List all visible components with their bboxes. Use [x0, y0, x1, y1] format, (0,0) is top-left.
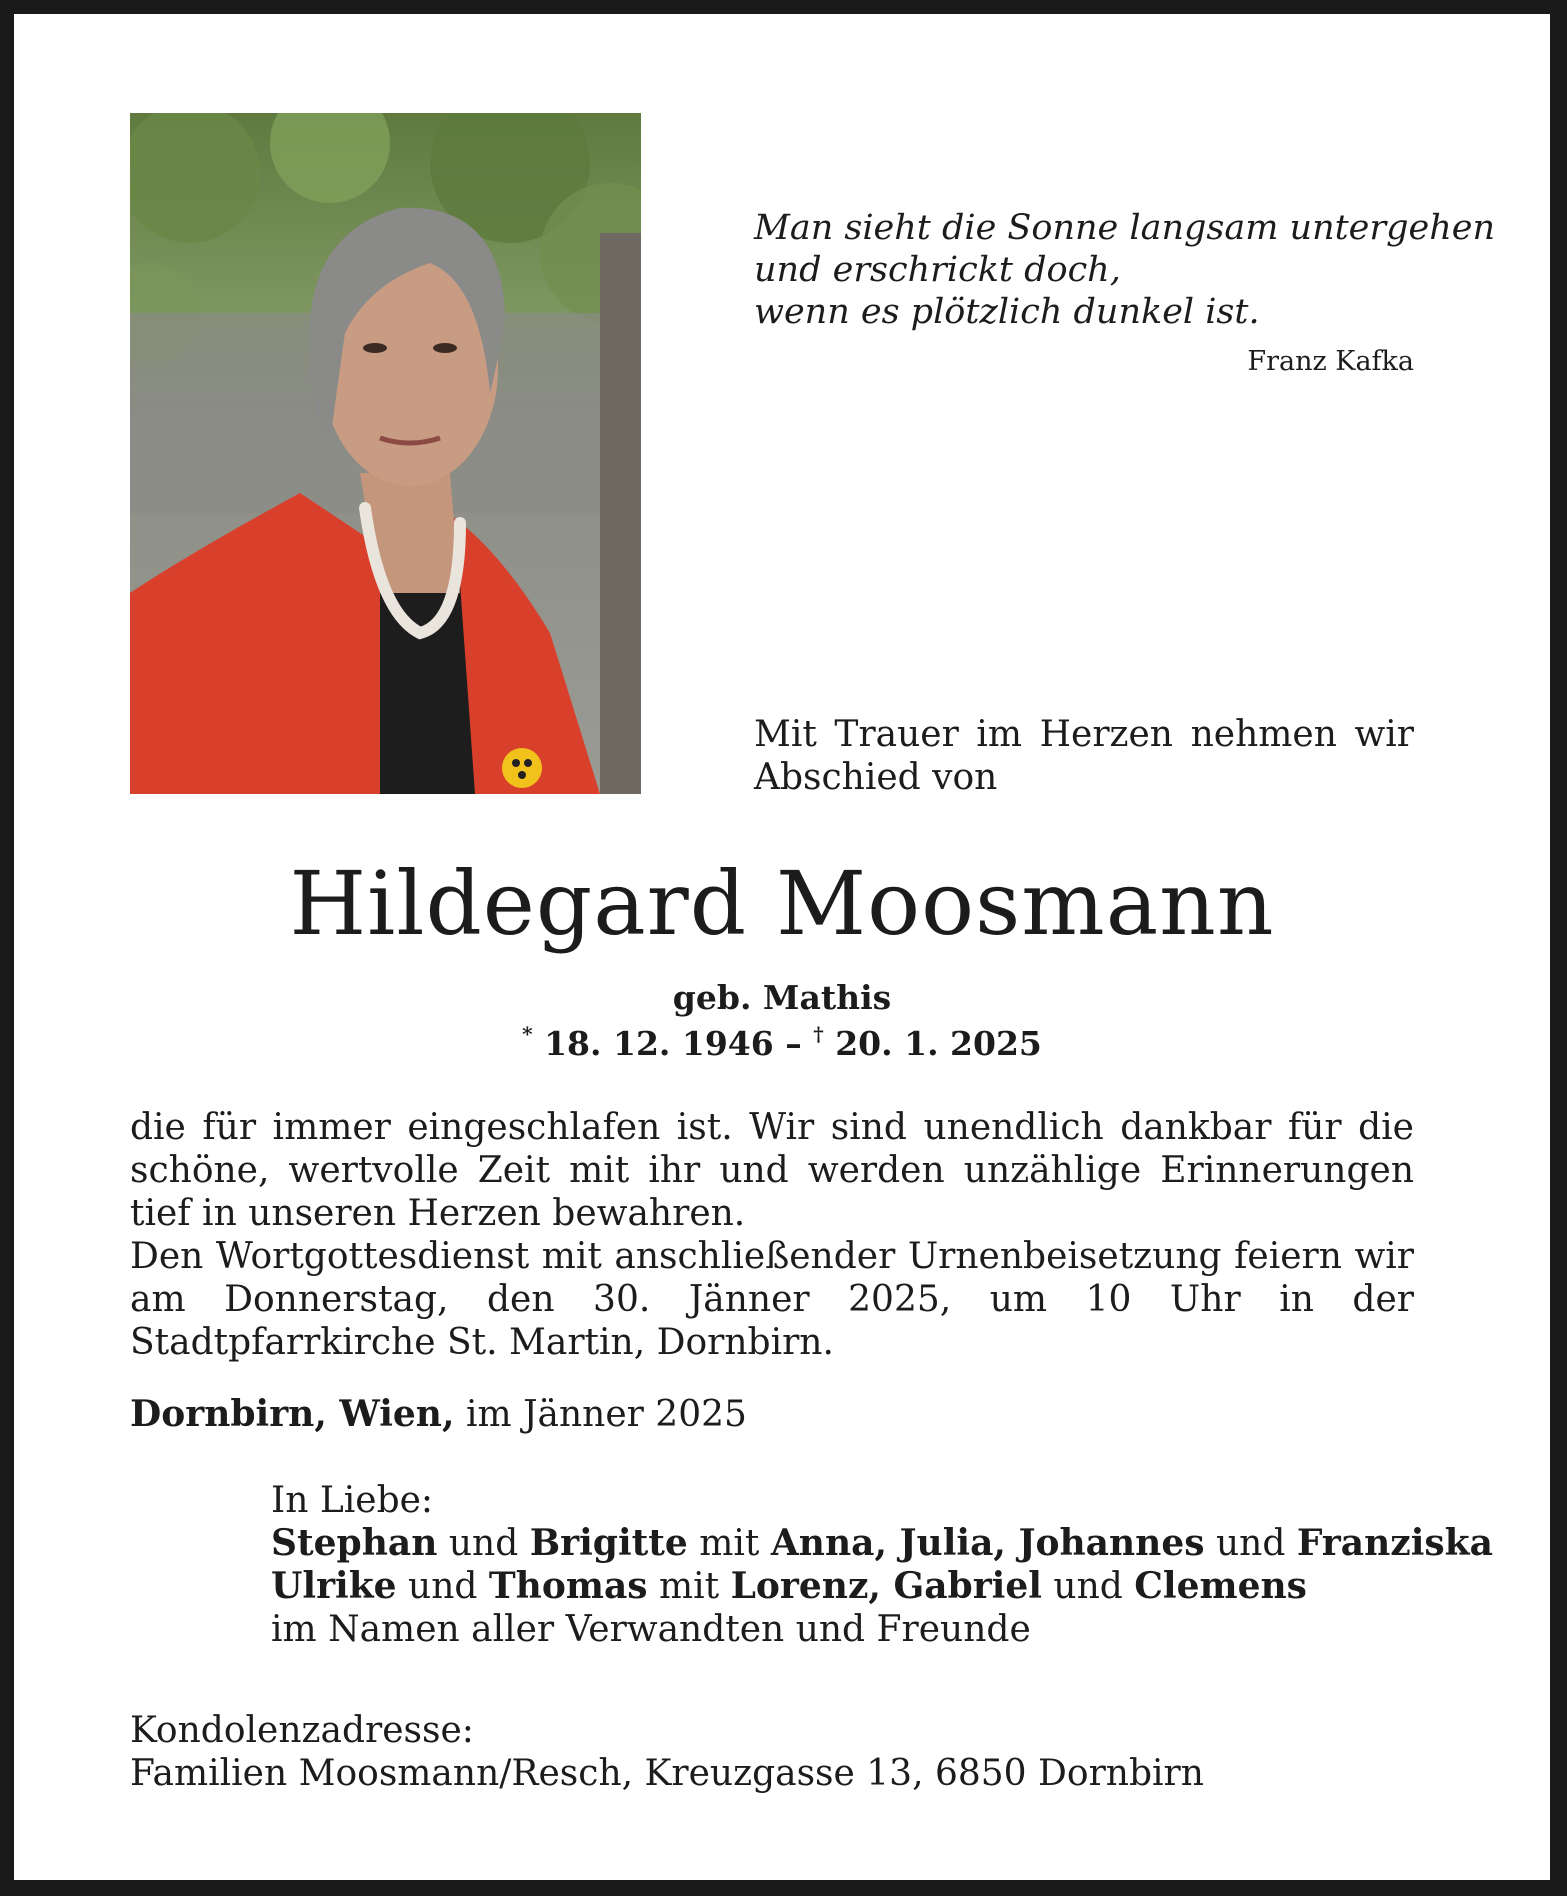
mourner-name: Clemens: [1134, 1565, 1307, 1607]
death-date: 20. 1. 2025: [835, 1024, 1042, 1063]
obituary-page: [14, 14, 1550, 1880]
birth-mark: *: [522, 1022, 533, 1046]
condolence-label: Kondolenzadresse:: [130, 1710, 474, 1751]
mourner-name: Lorenz, Gabriel: [730, 1565, 1042, 1607]
date-separator: –: [785, 1024, 802, 1063]
mourner-name: Ulrike: [271, 1565, 397, 1607]
connector: und: [1053, 1566, 1123, 1607]
mourner-name: Franziska: [1296, 1522, 1493, 1564]
mourners-block: [271, 1479, 1493, 1651]
mourners-line: im Namen aller Verwandten und Freunde: [271, 1609, 1031, 1650]
death-mark: †: [813, 1022, 824, 1046]
place-cities: Dornbirn, Wien,: [130, 1393, 455, 1435]
condolence-text: Familien Moosmann/Resch, Kreuzgasse 13, 6850 Dornbirn: [130, 1753, 1204, 1794]
mourner-name: Thomas: [488, 1565, 648, 1607]
mourners-line: [271, 1565, 1421, 1608]
life-dates: [14, 1022, 1550, 1063]
obituary-body: [130, 1106, 1414, 1364]
place-date: [130, 1393, 747, 1435]
connector: mit: [699, 1523, 760, 1564]
intro-text: Mit Trauer im Herzen nehmen wir Abschied von: [754, 714, 1414, 798]
mourner-name: Anna, Julia, Johannes: [770, 1522, 1205, 1564]
connector: mit: [659, 1566, 720, 1607]
birth-date: 18. 12. 1946: [544, 1024, 774, 1063]
body-paragraph: Den Wortgottesdienst mit anschließender Urnenbeisetzung feiern wir am Donnerstag, den 30. Jänner 2025, um 10 Uhr in der Stadtpfarrkirche St. Martin, Dornbirn.: [130, 1236, 1414, 1363]
condolence-address: [130, 1709, 1204, 1795]
mourners-label: In Liebe:: [271, 1480, 434, 1521]
mourner-name: Brigitte: [529, 1522, 688, 1564]
deceased-name: Hildegard Moosmann: [289, 852, 1275, 955]
mourner-name: Stephan: [271, 1522, 438, 1564]
quote-line: wenn es plötzlich dunkel ist.: [754, 292, 1260, 332]
quote-line: und erschrickt doch,: [754, 250, 1121, 290]
connector: und: [1215, 1523, 1286, 1564]
kafka-quote: [754, 207, 1496, 333]
place-month: im Jänner 2025: [465, 1394, 747, 1435]
connector: und: [408, 1566, 478, 1607]
connector: und: [448, 1523, 519, 1564]
quote-line: Man sieht die Sonne langsam untergehen: [754, 208, 1496, 248]
portrait-icon: [130, 113, 641, 794]
portrait-photo: [130, 113, 641, 794]
mourners-line: [271, 1522, 1493, 1565]
quote-author: Franz Kafka: [1247, 346, 1414, 377]
birth-name: geb. Mathis: [672, 978, 892, 1017]
body-paragraph: die für immer eingeschlafen ist. Wir sind unendlich dankbar für die schöne, wertvolle Zeit mit ihr und werden unzählige Erinnerungen tief in unseren Herzen bewahren.: [130, 1107, 1414, 1234]
